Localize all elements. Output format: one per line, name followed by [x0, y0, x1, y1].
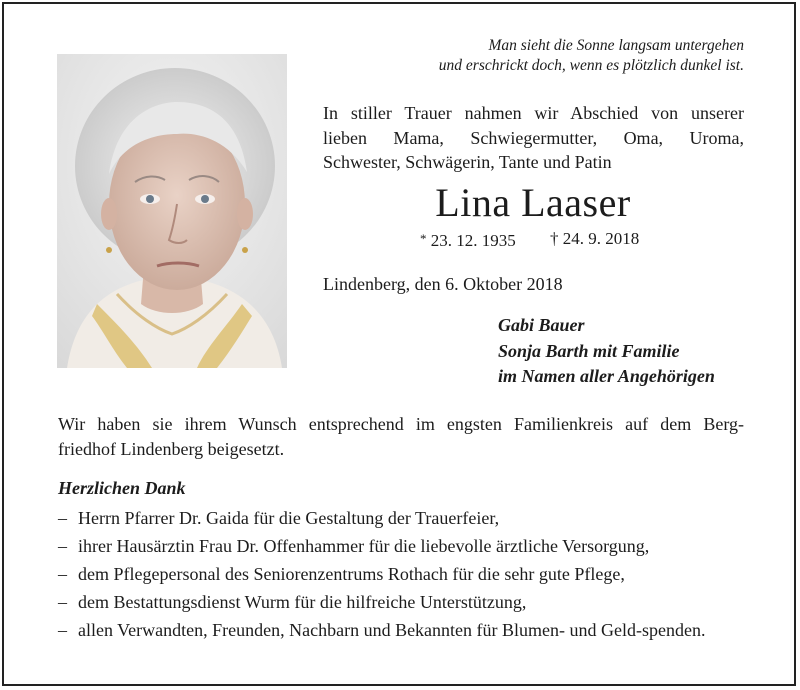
intro-line: Schwester, Schwägerin, Tante und Patin [323, 152, 612, 172]
intro-line: lieben Mama, Schwiegermutter, Oma, Uroma, [323, 127, 744, 148]
thanks-item-text: Herrn Pfarrer Dr. Gaida für die Gestaltung der Trauerfeier, [78, 508, 500, 528]
intro-line: In stiller Trauer nahmen wir Abschied von unserer [323, 103, 744, 123]
intro-text [323, 101, 744, 175]
thanks-item [58, 532, 744, 560]
dash-bullet-icon: – [58, 592, 67, 612]
dash-bullet-icon: – [58, 508, 67, 528]
dash-bullet-icon: – [58, 536, 67, 556]
thanks-item-text: allen Verwandten, Freunden, Nachbarn und Bekannten für Blumen- und Geld-spenden. [78, 620, 706, 640]
burial-notice-line: friedhof Lindenberg beigesetzt. [58, 438, 285, 459]
dash-bullet-icon: – [58, 620, 67, 640]
thanks-list [58, 504, 744, 642]
thanks-item-text: dem Pflegepersonal des Seniorenzentrums Rothach für die sehr gute Pflege, [78, 564, 625, 584]
poem-line: und erschrickt doch, wenn es plötzlich dunkel ist. [438, 57, 744, 74]
thanks-heading: Herzlichen Dank [58, 478, 186, 498]
death-cross-icon: † [550, 229, 559, 248]
thanks-item [58, 616, 744, 642]
mourner-line: Gabi Bauer [498, 315, 585, 335]
death-date-value: 24. 9. 2018 [562, 229, 640, 248]
place-and-date: Lindenberg, den 6. Oktober 2018 [323, 274, 563, 294]
burial-notice [58, 412, 744, 461]
birth-star-icon: * [420, 231, 427, 246]
portrait-photo [57, 54, 287, 368]
thanks-item-text: ihrer Hausärztin Frau Dr. Offenhammer für die liebevolle ärztliche Versorgung, [78, 536, 650, 556]
burial-notice-line: Wir haben sie ihrem Wunsch entsprechend im engsten Familienkreis auf dem Berg- [58, 414, 744, 434]
poem-line: Man sieht die Sonne langsam untergehen [488, 37, 744, 54]
thanks-item-text: dem Bestattungsdienst Wurm für die hilfreiche Unterstützung, [78, 592, 527, 612]
birth-date [420, 228, 516, 252]
thanks-item [58, 588, 744, 616]
deceased-name: Lina Laaser [435, 180, 631, 225]
dash-bullet-icon: – [58, 564, 67, 584]
memorial-poem [360, 36, 744, 76]
mourners-list [498, 313, 715, 390]
mourner-line: Sonja Barth mit Familie [498, 340, 680, 361]
thanks-item [58, 560, 744, 588]
mourner-line: im Namen aller Angehörigen [498, 366, 715, 386]
thanks-item [58, 504, 744, 532]
birth-date-value: 23. 12. 1935 [430, 231, 516, 250]
death-date [550, 228, 639, 250]
